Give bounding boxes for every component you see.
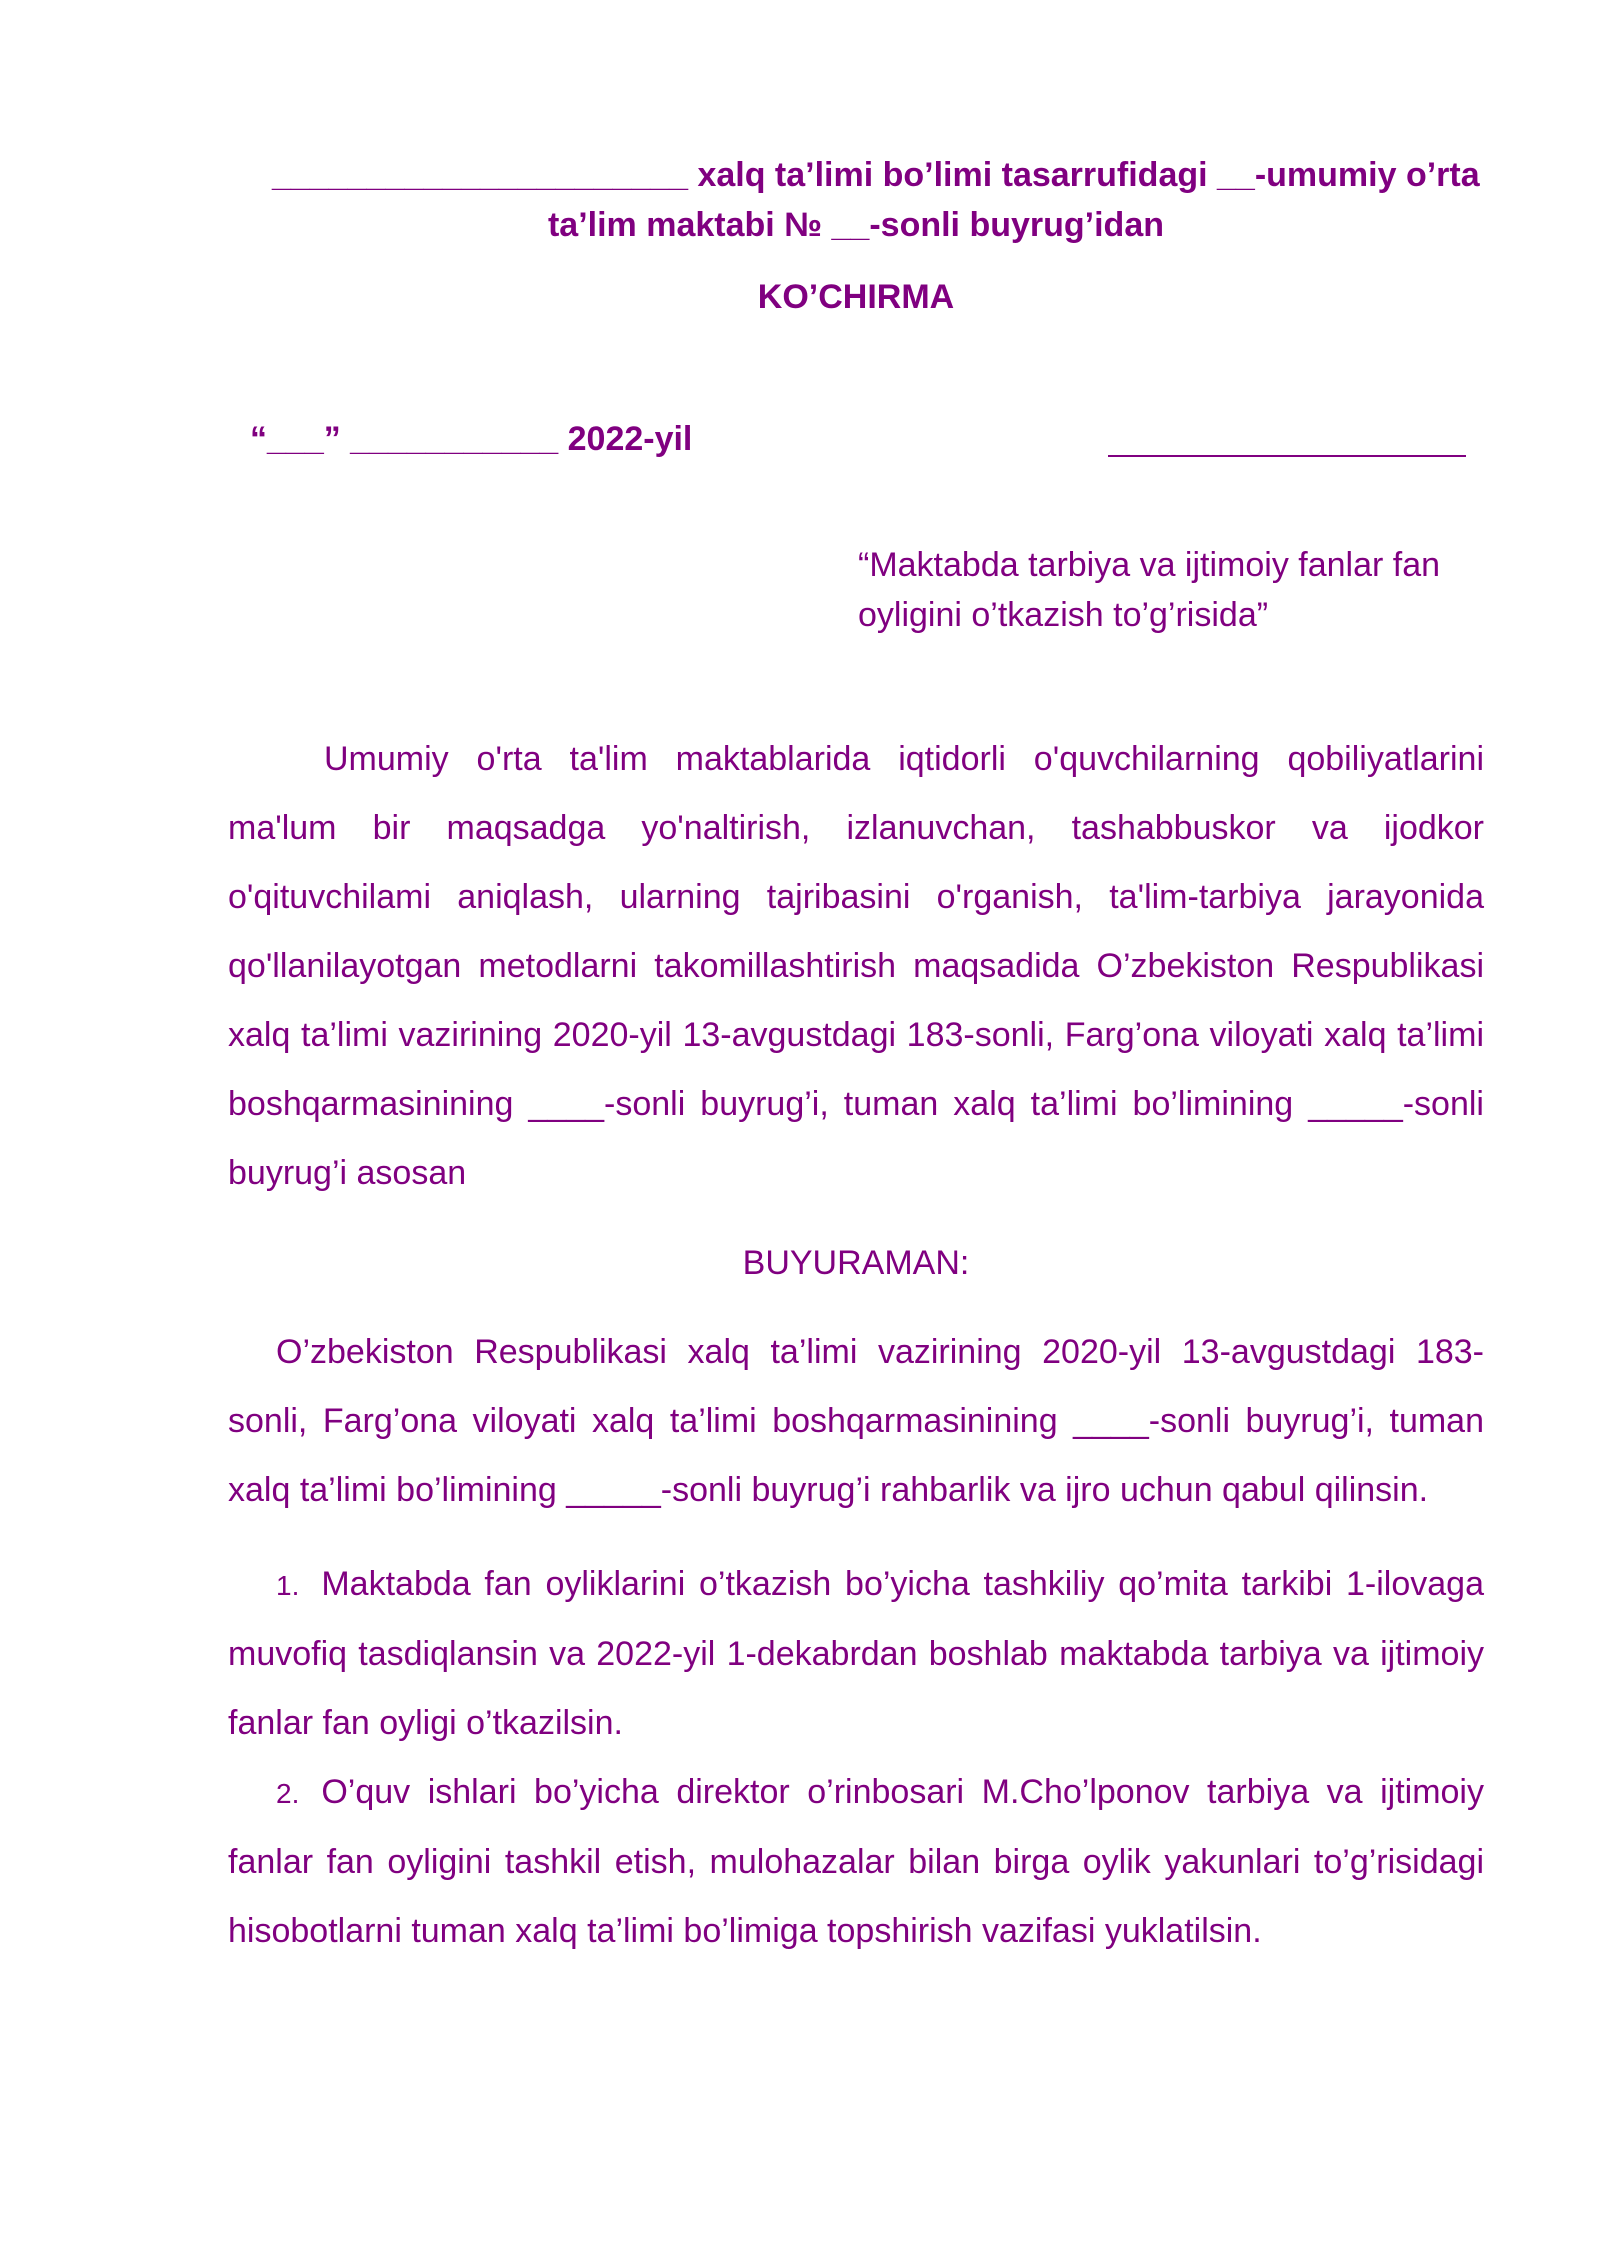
item-number: 1. — [276, 1570, 300, 1601]
place-blank-line — [1108, 455, 1466, 457]
item-text: Maktabda fan oyliklarini o’tkazish bo’yicha tashkiliy qo’mita tarkibi 1-ilovaga muvofiq tasdiqlansin va 2022-yil 1-dekabrdan boshlab maktabda tarbiya va ijtimoiy fanlar fan oyligi o’tkazilsin. — [228, 1565, 1484, 1742]
order-item-2 — [228, 1758, 1484, 1966]
order-word: BUYURAMAN: — [742, 1244, 970, 1282]
order-subject: “Maktabda tarbiya va ijtimoiy fanlar fan oyligini o’tkazish to’g’risida” — [858, 546, 1441, 634]
intro-clause-paragraph: O’zbekiston Respublikasi xalq ta’limi vazirining 2020-yil 13-avgustdagi 183-sonli, Farg’ona viloyati xalq ta’limi boshqarmasinining ____-sonli buyrug’i, tuman xalq ta’limi bo’limining _____-sonli buyrug’i rahbarlik va ijro uchun qabul qilinsin. — [228, 1333, 1484, 1509]
document-title: KO’CHIRMA — [757, 278, 955, 316]
item-number: 2. — [276, 1778, 300, 1809]
item-text: O’quv ishlari bo’yicha direktor o’rinbosari M.Cho’lponov tarbiya va ijtimoiy fanlar fan oyligini tashkil etish, mulohazalar bilan birga oylik yakunlari to’g’risidagi hisobotlarni tuman xalq ta’limi bo’limiga topshirish vazifasi yuklatilsin. — [228, 1773, 1484, 1950]
date-line: “___” ___________ 2022-yil — [250, 420, 693, 458]
order-item-1 — [228, 1550, 1484, 1758]
header-line-1: ______________________ xalq ta’limi bo’limi tasarrufidagi __-umumiy o’rta — [272, 156, 1480, 194]
preamble-paragraph: Umumiy o'rta ta'lim maktablarida iqtidorli o'quvchilarning qobiliyatlarini ma'lum bir maqsadga yo'naltirish, izlanuvchan, tashabbuskor va ijodkor o'qituvchilami aniqlash, ularning tajribasini o'rganish, ta'lim-tarbiya jarayonida qo'llanilayotgan metodlarni takomillashtirish maqsadida O’zbekiston Respublikasi xalq ta’limi vazirining 2020-yil 13-avgustdagi 183-sonli, Farg’ona viloyati xalq ta’limi boshqarmasinining ____-sonli buyrug’i, tuman xalq ta’limi bo’limining _____-sonli buyrug’i asosan — [228, 740, 1484, 1192]
header-line-2: ta’lim maktabi № __-sonli buyrug’idan — [547, 206, 1165, 244]
